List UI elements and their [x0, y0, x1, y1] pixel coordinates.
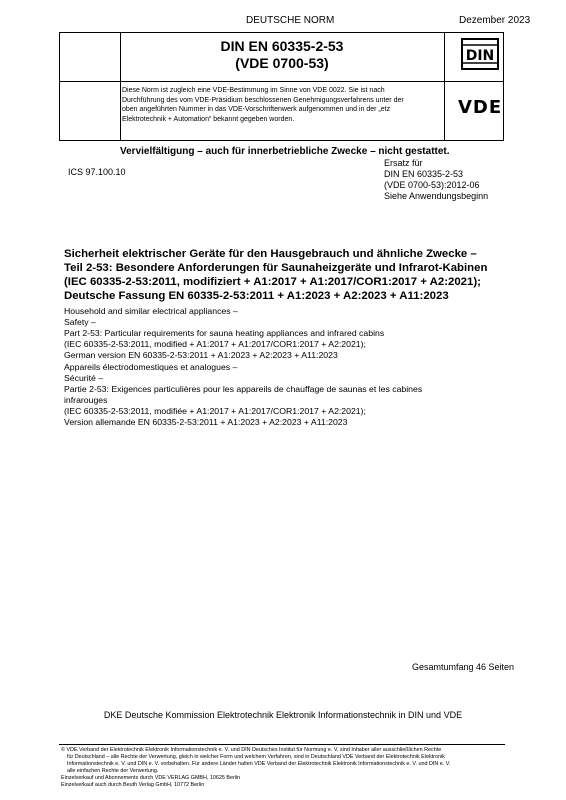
replacement-line: (VDE 0700-53):2012-06: [384, 180, 480, 190]
title-german-line: Teil 2-53: Besondere Anforderungen für Saunaheizgeräte und Infrarot-Kabinen: [64, 262, 488, 274]
title-english-line: German version EN 60335-2-53:2011 + A1:2023 + A2:2023 + A11:2023: [64, 350, 338, 360]
vde-notice: [122, 86, 440, 124]
din-logo-icon: [461, 38, 499, 70]
footer-divider: [59, 744, 505, 745]
title-english-line: Part 2-53: Particular requirements for sauna heating appliances and infrared cabins: [64, 328, 385, 338]
copyright-line: © VDE Verband der Elektrotechnik Elektronik Informationstechnik e. V. und DIN Deutsches Institut für Normung e. V. sind Inhaber aller ausschließlichen Rechte: [61, 747, 442, 753]
copyright-line: für Deutschland – alle Rechte der Verwertung, gleich in welcher Form und welchem Verfahren, sind in Deutschland VDE Verband der Elektrotechnik Elektronik: [67, 754, 445, 760]
vde-notice-line: Durchführung des vom VDE-Präsidium beschlossenen Genehmigungsverfahrens unter der: [122, 96, 404, 104]
title-french-line: (IEC 60335-2-53:2011, modifiée + A1:2017 + A1:2017/COR1:2017 + A2:2021);: [64, 406, 366, 416]
total-pages: Gesamtumfang 46 Seiten: [412, 662, 515, 672]
title-german-line: Deutsche Fassung EN 60335-2-53:2011 + A1:2023 + A2:2023 + A11:2023: [64, 290, 449, 302]
title-french-line: Appareils électrodomestiques et analogues –: [64, 362, 238, 372]
title-english-line: (IEC 60335-2-53:2011, modified + A1:2017 + A1:2017/COR1:2017 + A2:2021);: [64, 339, 366, 349]
copyright-line: Einzelverkauf auch durch Beuth Verlag GmbH, 10772 Berlin: [61, 782, 205, 788]
title-french-line: Version allemande EN 60335-2-53:2011 + A1:2023 + A2:2023 + A11:2023: [64, 417, 348, 427]
header-document-type: DEUTSCHE NORM: [246, 15, 335, 26]
replacement-line: Ersatz für: [384, 158, 423, 168]
title-french-line: infrarouges: [64, 395, 108, 405]
title-french: [64, 362, 504, 428]
copy-notice: Vervielfältigung – auch für innerbetriebliche Zwecke – nicht gestattet.: [120, 146, 450, 157]
title-german: [64, 247, 504, 303]
replacement-line: DIN EN 60335-2-53: [384, 169, 464, 179]
title-box-right-divider: [444, 33, 445, 140]
vde-number: (VDE 0700-53): [235, 55, 329, 71]
title-english-line: Safety –: [64, 317, 96, 327]
vde-notice-line: Elektrotechnik + Automation“ bekannt gegeben worden.: [122, 115, 295, 123]
title-box-horizontal-divider: [60, 81, 503, 82]
title-french-line: Sécurité –: [64, 373, 104, 383]
title-english: [64, 306, 504, 361]
copyright-line: alle einfachen Rechte der Verwertung.: [67, 768, 159, 774]
copyright-notice: [61, 747, 503, 789]
title-german-line: (IEC 60335-2-53:2011, modifiziert + A1:2017 + A1:2017/COR1:2017 + A2:2021);: [64, 276, 481, 288]
title-english-line: Household and similar electrical appliances –: [64, 306, 238, 316]
header-date: Dezember 2023: [459, 15, 531, 26]
replacement-line: Siehe Anwendungsbeginn: [384, 191, 489, 201]
copyright-line: Einzelverkauf und Abonnements durch VDE VERLAG GMBH, 10625 Berlin: [61, 775, 241, 781]
committee: DKE Deutsche Kommission Elektrotechnik Elektronik Informationstechnik in DIN und VDE: [103, 710, 463, 720]
replacement-info: [384, 158, 488, 202]
vde-logo: VDE: [458, 97, 503, 118]
norm-number: DIN EN 60335-2-53: [220, 38, 344, 54]
ics-code: ICS 97.100.10: [68, 167, 126, 177]
title-french-line: Partie 2-53: Exigences particulières pour les appareils de chauffage de saunas et les cabines: [64, 384, 423, 394]
copyright-line: Informationstechnik e. V. und DIN e. V. vorbehalten. Für andere Länder halten VDE Verband der Elektrotechnik Elektronik Informationstechnik e. V. und DIN e. V.: [67, 761, 451, 767]
din-logo-text: DIN: [465, 48, 495, 64]
vde-notice-line: oben angeführten Nummer in das VDE-Vorschriftenwerk aufgenommen und in der „etz: [122, 106, 391, 114]
vde-notice-line: Diese Norm ist zugleich eine VDE-Bestimmung im Sinne von VDE 0022. Sie ist nach: [122, 87, 385, 94]
title-german-line: Sicherheit elektrischer Geräte für den Hausgebrauch und ähnliche Zwecke –: [64, 248, 477, 260]
